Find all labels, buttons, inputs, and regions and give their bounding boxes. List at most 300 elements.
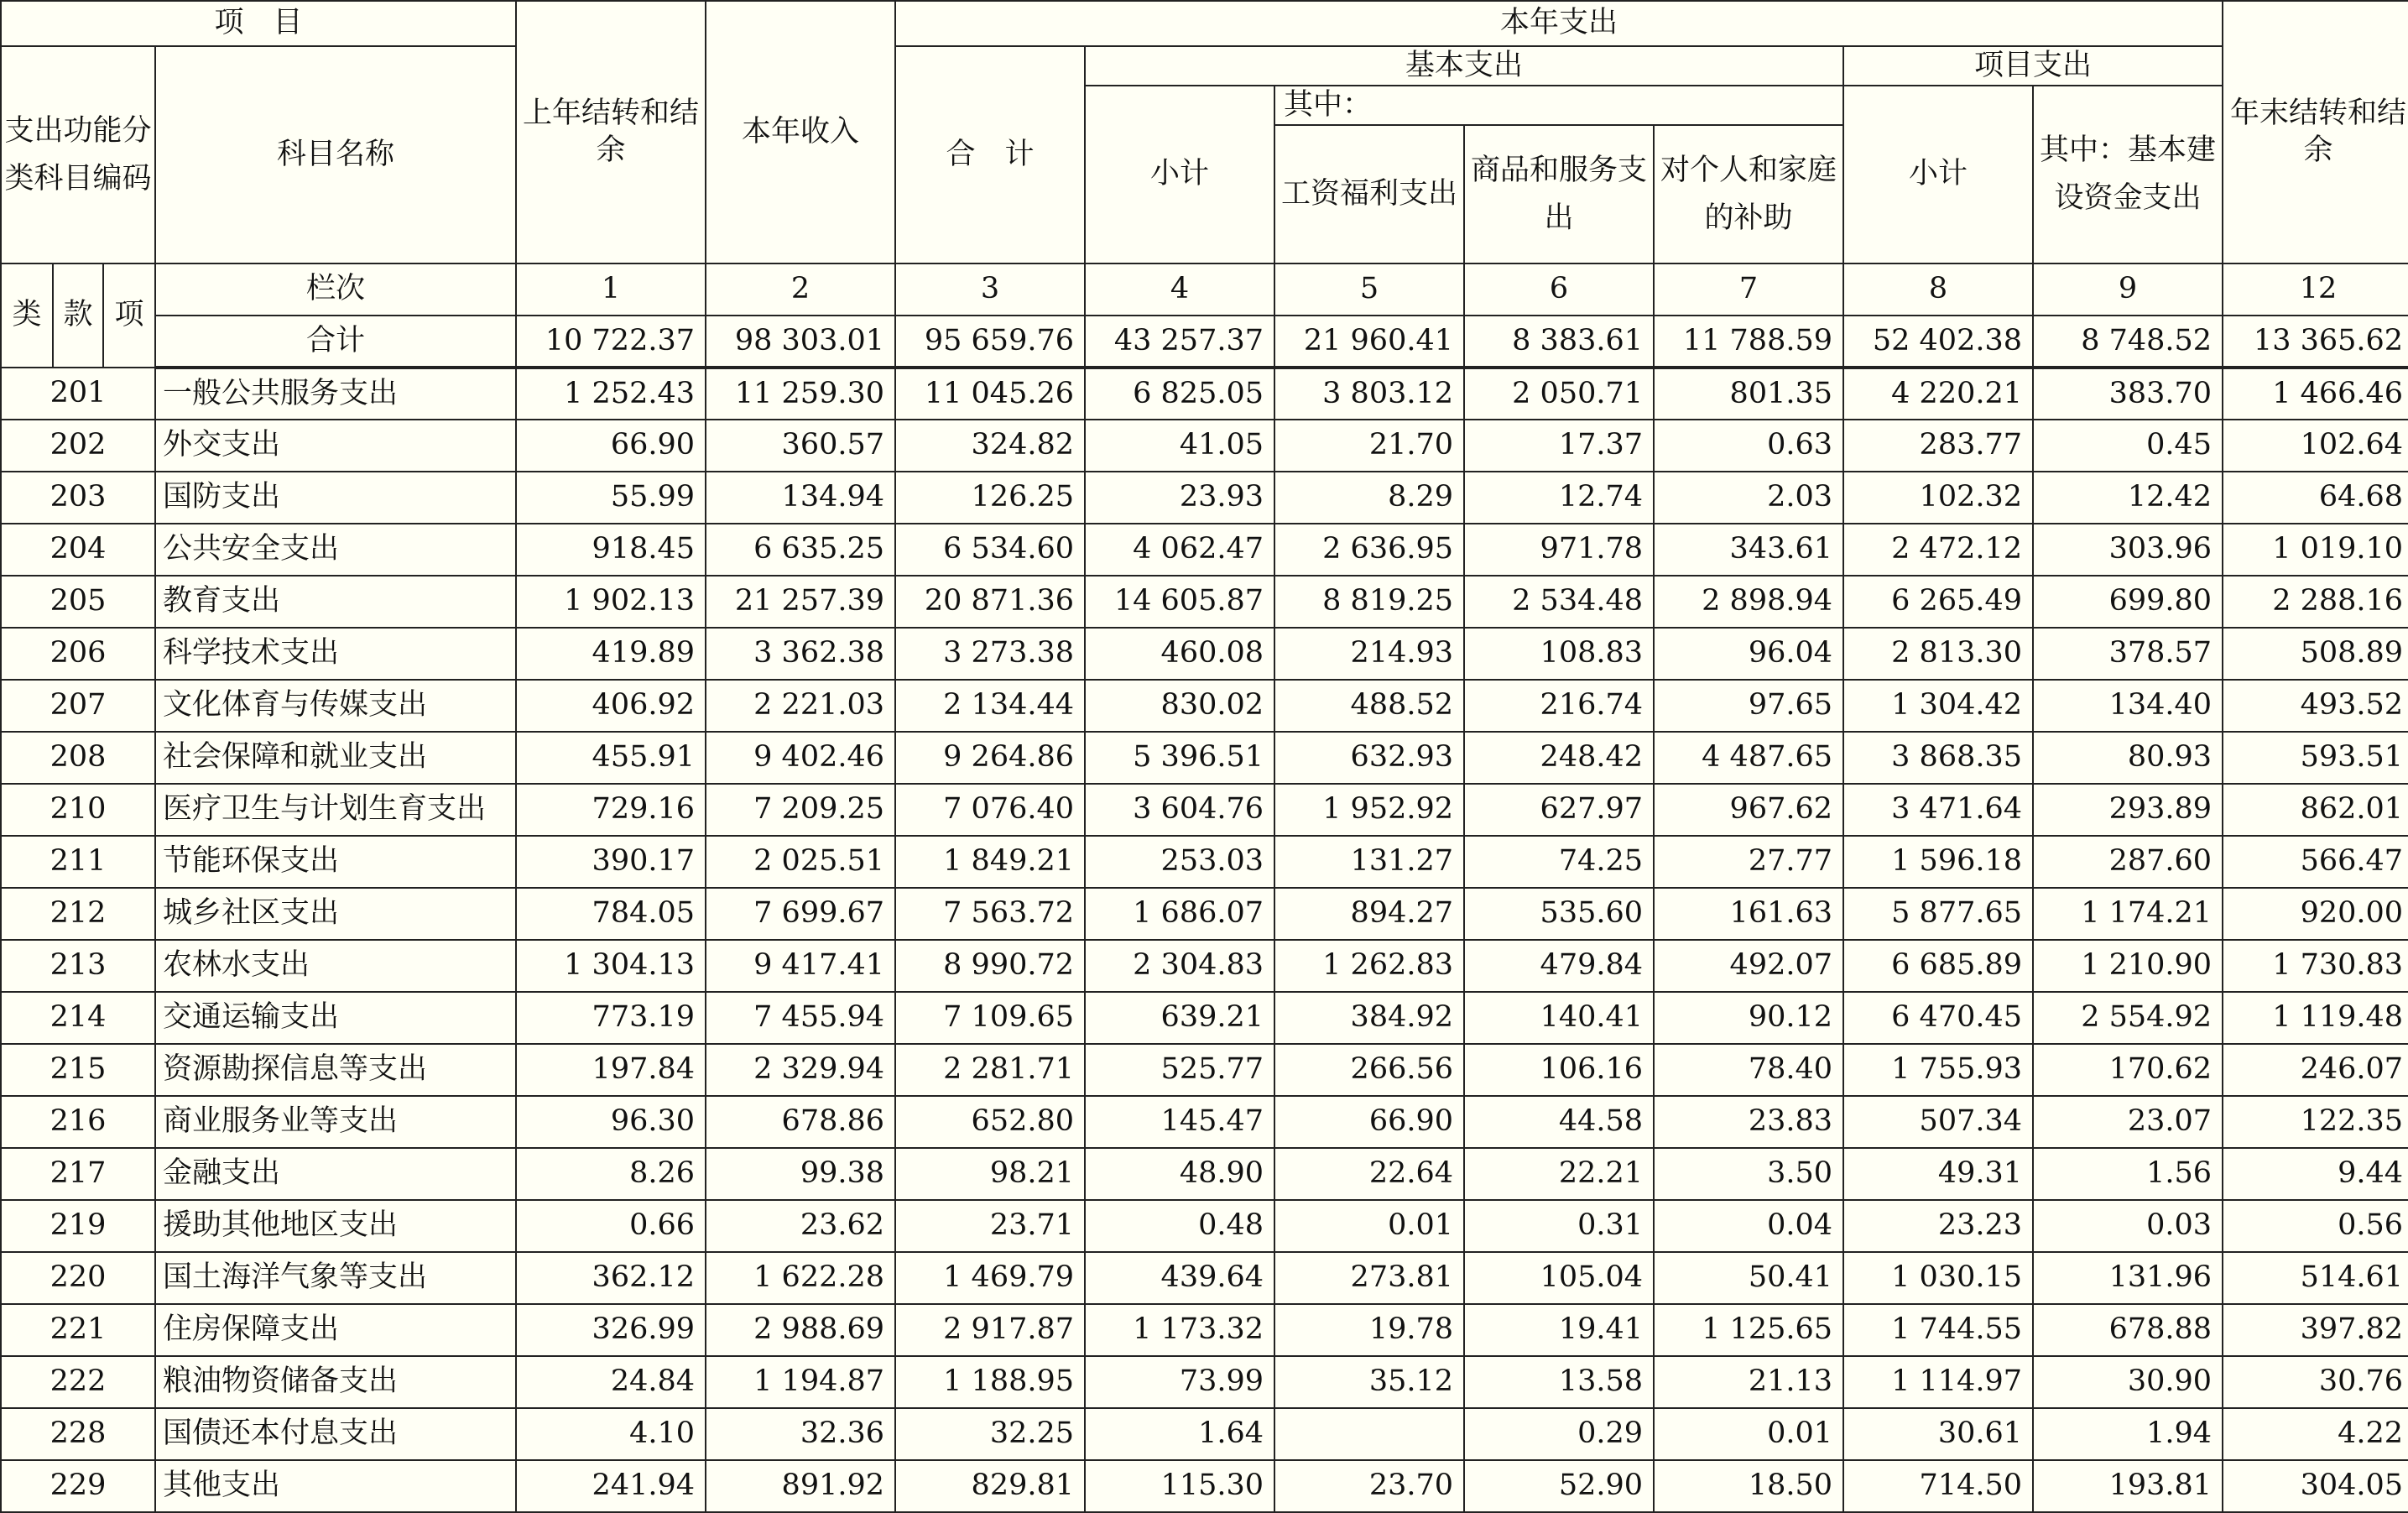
row-value-cell: 9 417.41: [706, 940, 895, 992]
row-code-cell: 228: [1, 1408, 155, 1460]
row-code-cell: 219: [1, 1200, 155, 1252]
row-value-cell: 384.92: [1274, 992, 1464, 1044]
row-value-cell: 131.27: [1274, 836, 1464, 888]
row-value-cell: 19.78: [1274, 1304, 1464, 1356]
row-value-cell: 6 534.60: [895, 524, 1085, 576]
row-value-cell: 2 288.16: [2223, 576, 2408, 628]
header-name-label: 科目名称: [155, 46, 516, 263]
row-value-cell: 293.89: [2033, 784, 2223, 836]
row-name-cell: 其他支出: [155, 1460, 516, 1512]
header-project-subtotal: 小计: [1843, 86, 2033, 263]
column-number-cell: 6: [1464, 263, 1654, 316]
header-income: 本年收入: [706, 1, 895, 263]
row-value-cell: 30.90: [2033, 1356, 2223, 1408]
row-value-cell: 406.92: [516, 680, 706, 732]
row-value-cell: 2 534.48: [1464, 576, 1654, 628]
row-value-cell: 35.12: [1274, 1356, 1464, 1408]
table-row: [1, 524, 2408, 576]
total-value-cell: 21 960.41: [1274, 316, 1464, 368]
row-value-cell: 48.90: [1085, 1148, 1274, 1200]
row-value-cell: 1 952.92: [1274, 784, 1464, 836]
column-number-cell: 4: [1085, 263, 1274, 316]
row-value-cell: 5 396.51: [1085, 732, 1274, 784]
row-value-cell: 1.64: [1085, 1408, 1274, 1460]
header-project: 项目支出: [1843, 46, 2223, 86]
row-value-cell: 7 076.40: [895, 784, 1085, 836]
row-value-cell: 894.27: [1274, 888, 1464, 940]
row-value-cell: 918.45: [516, 524, 706, 576]
row-value-cell: 2.03: [1654, 472, 1843, 524]
row-value-cell: 12.42: [2033, 472, 2223, 524]
row-value-cell: 1 686.07: [1085, 888, 1274, 940]
row-name-cell: 商业服务业等支出: [155, 1096, 516, 1148]
total-value-cell: 10 722.37: [516, 316, 706, 368]
row-value-cell: 21.13: [1654, 1356, 1843, 1408]
row-value-cell: 304.05: [2223, 1460, 2408, 1512]
total-label: 合计: [155, 316, 516, 368]
row-value-cell: 23.70: [1274, 1460, 1464, 1512]
row-value-cell: 214.93: [1274, 628, 1464, 680]
table-row: [1, 1096, 2408, 1148]
row-value-cell: 20 871.36: [895, 576, 1085, 628]
row-value-cell: 830.02: [1085, 680, 1274, 732]
row-value-cell: 360.57: [706, 420, 895, 472]
header-column-no: 栏次: [155, 263, 516, 316]
row-value-cell: 773.19: [516, 992, 706, 1044]
row-value-cell: 971.78: [1464, 524, 1654, 576]
row-value-cell: 2 472.12: [1843, 524, 2033, 576]
row-name-cell: 交通运输支出: [155, 992, 516, 1044]
row-value-cell: 197.84: [516, 1044, 706, 1096]
table-row: [1, 420, 2408, 472]
row-value-cell: 0.48: [1085, 1200, 1274, 1252]
row-name-cell: 公共安全支出: [155, 524, 516, 576]
row-value-cell: 397.82: [2223, 1304, 2408, 1356]
table-row: [1, 1356, 2408, 1408]
header-lei: 类: [1, 263, 53, 368]
row-value-cell: 1 188.95: [895, 1356, 1085, 1408]
row-value-cell: 3 803.12: [1274, 368, 1464, 420]
row-value-cell: 9.44: [2223, 1148, 2408, 1200]
table-row: [1, 628, 2408, 680]
row-value-cell: 1 262.83: [1274, 940, 1464, 992]
table-row: [1, 940, 2408, 992]
row-name-cell: 一般公共服务支出: [155, 368, 516, 420]
row-value-cell: 632.93: [1274, 732, 1464, 784]
row-name-cell: 科学技术支出: [155, 628, 516, 680]
row-value-cell: 253.03: [1085, 836, 1274, 888]
row-value-cell: 1 174.21: [2033, 888, 2223, 940]
row-code-cell: 205: [1, 576, 155, 628]
total-value-cell: 8 748.52: [2033, 316, 2223, 368]
row-value-cell: 639.21: [1085, 992, 1274, 1044]
row-value-cell: 287.60: [2033, 836, 2223, 888]
row-value-cell: 134.94: [706, 472, 895, 524]
table-row: [1, 888, 2408, 940]
row-value-cell: 134.40: [2033, 680, 2223, 732]
total-value-cell: 43 257.37: [1085, 316, 1274, 368]
row-value-cell: 2 304.83: [1085, 940, 1274, 992]
row-code-cell: 211: [1, 836, 155, 888]
row-code-cell: 210: [1, 784, 155, 836]
row-value-cell: 32.25: [895, 1408, 1085, 1460]
row-value-cell: 9 402.46: [706, 732, 895, 784]
row-value-cell: 64.68: [2223, 472, 2408, 524]
row-value-cell: 1 173.32: [1085, 1304, 1274, 1356]
row-value-cell: 13.58: [1464, 1356, 1654, 1408]
row-name-cell: 国债还本付息支出: [155, 1408, 516, 1460]
row-value-cell: 652.80: [895, 1096, 1085, 1148]
row-code-cell: 221: [1, 1304, 155, 1356]
row-value-cell: 1 194.87: [706, 1356, 895, 1408]
row-code-cell: 229: [1, 1460, 155, 1512]
row-value-cell: 303.96: [2033, 524, 2223, 576]
row-value-cell: 80.93: [2033, 732, 2223, 784]
row-value-cell: 99.38: [706, 1148, 895, 1200]
table-row: [1, 784, 2408, 836]
row-value-cell: 714.50: [1843, 1460, 2033, 1512]
row-code-cell: 202: [1, 420, 155, 472]
row-name-cell: 教育支出: [155, 576, 516, 628]
row-value-cell: 23.93: [1085, 472, 1274, 524]
row-value-cell: 627.97: [1464, 784, 1654, 836]
row-value-cell: 12.74: [1464, 472, 1654, 524]
row-value-cell: 241.94: [516, 1460, 706, 1512]
row-value-cell: 6 825.05: [1085, 368, 1274, 420]
row-value-cell: 4 220.21: [1843, 368, 2033, 420]
row-value-cell: 1 304.13: [516, 940, 706, 992]
row-value-cell: 6 265.49: [1843, 576, 2033, 628]
row-value-cell: 216.74: [1464, 680, 1654, 732]
row-value-cell: 2 329.94: [706, 1044, 895, 1096]
row-value-cell: 525.77: [1085, 1044, 1274, 1096]
row-value-cell: 324.82: [895, 420, 1085, 472]
row-value-cell: 2 917.87: [895, 1304, 1085, 1356]
row-value-cell: 862.01: [2223, 784, 2408, 836]
row-value-cell: 73.99: [1085, 1356, 1274, 1408]
row-value-cell: 566.47: [2223, 836, 2408, 888]
row-code-cell: 220: [1, 1252, 155, 1304]
column-number-row: [1, 263, 2408, 316]
row-value-cell: 6 635.25: [706, 524, 895, 576]
row-value-cell: 0.01: [1274, 1200, 1464, 1252]
header-basic-subtotal: 小计: [1085, 86, 1274, 263]
row-value-cell: 678.88: [2033, 1304, 2223, 1356]
row-value-cell: 967.62: [1654, 784, 1843, 836]
row-value-cell: 507.34: [1843, 1096, 2033, 1148]
row-value-cell: 1 119.48: [2223, 992, 2408, 1044]
row-value-cell: 8.26: [516, 1148, 706, 1200]
row-value-cell: 21 257.39: [706, 576, 895, 628]
row-value-cell: 1 469.79: [895, 1252, 1085, 1304]
row-value-cell: 23.62: [706, 1200, 895, 1252]
row-value-cell: 108.83: [1464, 628, 1654, 680]
row-value-cell: 8 990.72: [895, 940, 1085, 992]
row-value-cell: 161.63: [1654, 888, 1843, 940]
total-value-cell: 11 788.59: [1654, 316, 1843, 368]
row-value-cell: 439.64: [1085, 1252, 1274, 1304]
row-name-cell: 资源勘探信息等支出: [155, 1044, 516, 1096]
total-value-cell: 95 659.76: [895, 316, 1085, 368]
column-number-cell: 12: [2223, 263, 2408, 316]
header-goods: 商品和服务支出: [1464, 125, 1654, 263]
row-value-cell: 1.94: [2033, 1408, 2223, 1460]
row-value-cell: 326.99: [516, 1304, 706, 1356]
row-value-cell: 419.89: [516, 628, 706, 680]
table-row: [1, 1460, 2408, 1512]
row-value-cell: 11 259.30: [706, 368, 895, 420]
row-value-cell: 7 109.65: [895, 992, 1085, 1044]
row-value-cell: 248.42: [1464, 732, 1654, 784]
table-row: [1, 680, 2408, 732]
row-value-cell: 2 050.71: [1464, 368, 1654, 420]
row-value-cell: 106.16: [1464, 1044, 1654, 1096]
header-end-balance: 年末结转和结余: [2223, 1, 2408, 263]
row-value-cell: 2 554.92: [2033, 992, 2223, 1044]
row-value-cell: 78.40: [1654, 1044, 1843, 1096]
row-value-cell: 784.05: [516, 888, 706, 940]
row-value-cell: 22.21: [1464, 1148, 1654, 1200]
table-row: [1, 576, 2408, 628]
header-salary: 工资福利支出: [1274, 125, 1464, 263]
row-value-cell: 6 685.89: [1843, 940, 2033, 992]
row-value-cell: 7 209.25: [706, 784, 895, 836]
row-value-cell: 3 471.64: [1843, 784, 2033, 836]
row-value-cell: 1.56: [2033, 1148, 2223, 1200]
header-code-label: 支出功能分类科目编码: [1, 46, 155, 263]
row-value-cell: 115.30: [1085, 1460, 1274, 1512]
row-value-cell: 1 849.21: [895, 836, 1085, 888]
table-row: [1, 836, 2408, 888]
row-value-cell: 5 877.65: [1843, 888, 2033, 940]
row-value-cell: 170.62: [2033, 1044, 2223, 1096]
row-value-cell: 378.57: [2033, 628, 2223, 680]
row-value-cell: 102.32: [1843, 472, 2033, 524]
row-code-cell: 217: [1, 1148, 155, 1200]
header-xiangmu: 项 目: [1, 1, 516, 46]
row-value-cell: 4 062.47: [1085, 524, 1274, 576]
row-value-cell: 23.07: [2033, 1096, 2223, 1148]
row-value-cell: 1 755.93: [1843, 1044, 2033, 1096]
row-value-cell: 3 868.35: [1843, 732, 2033, 784]
row-code-cell: 208: [1, 732, 155, 784]
row-value-cell: 2 134.44: [895, 680, 1085, 732]
row-value-cell: 44.58: [1464, 1096, 1654, 1148]
row-value-cell: 22.64: [1274, 1148, 1464, 1200]
row-value-cell: 7 699.67: [706, 888, 895, 940]
row-value-cell: 0.29: [1464, 1408, 1654, 1460]
header-expenditure: 本年支出: [895, 1, 2223, 46]
row-value-cell: 1 744.55: [1843, 1304, 2033, 1356]
row-name-cell: 社会保障和就业支出: [155, 732, 516, 784]
row-value-cell: 383.70: [2033, 368, 2223, 420]
row-value-cell: 2 025.51: [706, 836, 895, 888]
table-row: [1, 1200, 2408, 1252]
row-value-cell: 1 596.18: [1843, 836, 2033, 888]
row-value-cell: 52.90: [1464, 1460, 1654, 1512]
table-row: [1, 368, 2408, 420]
row-value-cell: 1 125.65: [1654, 1304, 1843, 1356]
row-value-cell: 66.90: [1274, 1096, 1464, 1148]
row-value-cell: 0.31: [1464, 1200, 1654, 1252]
row-value-cell: 131.96: [2033, 1252, 2223, 1304]
row-name-cell: 外交支出: [155, 420, 516, 472]
row-value-cell: 2 636.95: [1274, 524, 1464, 576]
row-value-cell: 3 273.38: [895, 628, 1085, 680]
row-value-cell: 14 605.87: [1085, 576, 1274, 628]
row-value-cell: 7 455.94: [706, 992, 895, 1044]
row-value-cell: 1 622.28: [706, 1252, 895, 1304]
row-value-cell: 455.91: [516, 732, 706, 784]
row-value-cell: 17.37: [1464, 420, 1654, 472]
row-value-cell: 140.41: [1464, 992, 1654, 1044]
row-name-cell: 农林水支出: [155, 940, 516, 992]
row-name-cell: 节能环保支出: [155, 836, 516, 888]
row-value-cell: 920.00: [2223, 888, 2408, 940]
row-value-cell: 4.10: [516, 1408, 706, 1460]
row-value-cell: 6 470.45: [1843, 992, 2033, 1044]
row-value-cell: 90.12: [1654, 992, 1843, 1044]
column-number-cell: 9: [2033, 263, 2223, 316]
row-value-cell: 23.23: [1843, 1200, 2033, 1252]
column-number-cell: 7: [1654, 263, 1843, 316]
row-value-cell: 1 466.46: [2223, 368, 2408, 420]
total-value-cell: 13 365.62: [2223, 316, 2408, 368]
row-value-cell: 2 281.71: [895, 1044, 1085, 1096]
table-row: [1, 992, 2408, 1044]
row-value-cell: 27.77: [1654, 836, 1843, 888]
row-value-cell: 1 252.43: [516, 368, 706, 420]
row-value-cell: 460.08: [1085, 628, 1274, 680]
row-value-cell: 535.60: [1464, 888, 1654, 940]
row-value-cell: 0.04: [1654, 1200, 1843, 1252]
header-individual: 对个人和家庭的补助: [1654, 125, 1843, 263]
row-value-cell: 41.05: [1085, 420, 1274, 472]
column-number-cell: 8: [1843, 263, 2033, 316]
row-code-cell: 214: [1, 992, 155, 1044]
row-code-cell: 213: [1, 940, 155, 992]
row-value-cell: 2 898.94: [1654, 576, 1843, 628]
row-value-cell: 97.65: [1654, 680, 1843, 732]
row-value-cell: 18.50: [1654, 1460, 1843, 1512]
row-value-cell: 8 819.25: [1274, 576, 1464, 628]
row-value-cell: 2 813.30: [1843, 628, 2033, 680]
row-value-cell: 678.86: [706, 1096, 895, 1148]
header-among: 其中：: [1274, 86, 1843, 125]
row-value-cell: 126.25: [895, 472, 1085, 524]
row-value-cell: 102.64: [2223, 420, 2408, 472]
header-kuan: 款: [53, 263, 103, 368]
row-value-cell: 21.70: [1274, 420, 1464, 472]
column-number-cell: 1: [516, 263, 706, 316]
row-name-cell: 国防支出: [155, 472, 516, 524]
row-name-cell: 医疗卫生与计划生育支出: [155, 784, 516, 836]
total-row: [1, 316, 2408, 368]
row-code-cell: 215: [1, 1044, 155, 1096]
row-value-cell: 1 210.90: [2033, 940, 2223, 992]
row-value-cell: 74.25: [1464, 836, 1654, 888]
header-total: 合 计: [895, 46, 1085, 263]
row-value-cell: 801.35: [1654, 368, 1843, 420]
row-value-cell: 1 030.15: [1843, 1252, 2033, 1304]
row-value-cell: 3 362.38: [706, 628, 895, 680]
row-value-cell: 729.16: [516, 784, 706, 836]
table-row: [1, 1304, 2408, 1356]
row-name-cell: 国土海洋气象等支出: [155, 1252, 516, 1304]
row-code-cell: 216: [1, 1096, 155, 1148]
row-value-cell: 593.51: [2223, 732, 2408, 784]
row-value-cell: 362.12: [516, 1252, 706, 1304]
row-name-cell: 住房保障支出: [155, 1304, 516, 1356]
row-value-cell: 105.04: [1464, 1252, 1654, 1304]
row-value-cell: 343.61: [1654, 524, 1843, 576]
row-value-cell: 4 487.65: [1654, 732, 1843, 784]
row-name-cell: 文化体育与传媒支出: [155, 680, 516, 732]
row-value-cell: 514.61: [2223, 1252, 2408, 1304]
row-value-cell: 55.99: [516, 472, 706, 524]
total-value-cell: 52 402.38: [1843, 316, 2033, 368]
row-value-cell: 19.41: [1464, 1304, 1654, 1356]
column-number-cell: 2: [706, 263, 895, 316]
row-value-cell: 246.07: [2223, 1044, 2408, 1096]
row-value-cell: 4.22: [2223, 1408, 2408, 1460]
header-basic: 基本支出: [1085, 46, 1843, 86]
row-name-cell: 粮油物资储备支出: [155, 1356, 516, 1408]
row-value-cell: 699.80: [2033, 576, 2223, 628]
row-value-cell: 479.84: [1464, 940, 1654, 992]
row-value-cell: 122.35: [2223, 1096, 2408, 1148]
row-value-cell: 23.71: [895, 1200, 1085, 1252]
total-value-cell: 98 303.01: [706, 316, 895, 368]
row-value-cell: 1 114.97: [1843, 1356, 2033, 1408]
row-value-cell: 493.52: [2223, 680, 2408, 732]
table-row: [1, 732, 2408, 784]
row-value-cell: 30.61: [1843, 1408, 2033, 1460]
row-value-cell: 283.77: [1843, 420, 2033, 472]
row-value-cell: 30.76: [2223, 1356, 2408, 1408]
row-value-cell: 7 563.72: [895, 888, 1085, 940]
row-code-cell: 201: [1, 368, 155, 420]
table-row: [1, 472, 2408, 524]
row-value-cell: 3.50: [1654, 1148, 1843, 1200]
table-row: [1, 1148, 2408, 1200]
row-code-cell: 203: [1, 472, 155, 524]
row-name-cell: 城乡社区支出: [155, 888, 516, 940]
table-row: [1, 1252, 2408, 1304]
row-value-cell: 2 221.03: [706, 680, 895, 732]
row-value-cell: 193.81: [2033, 1460, 2223, 1512]
column-number-cell: 5: [1274, 263, 1464, 316]
row-value-cell: 508.89: [2223, 628, 2408, 680]
total-value-cell: 8 383.61: [1464, 316, 1654, 368]
row-value-cell: 1 730.83: [2223, 940, 2408, 992]
row-value-cell: 50.41: [1654, 1252, 1843, 1304]
row-value-cell: 23.83: [1654, 1096, 1843, 1148]
row-value-cell: 2 988.69: [706, 1304, 895, 1356]
row-value-cell: 0.63: [1654, 420, 1843, 472]
header-prev-balance: 上年结转和结余: [516, 1, 706, 263]
row-value-cell: 98.21: [895, 1148, 1085, 1200]
row-value-cell: 390.17: [516, 836, 706, 888]
row-value-cell: 273.81: [1274, 1252, 1464, 1304]
row-code-cell: 204: [1, 524, 155, 576]
row-value-cell: 1 019.10: [2223, 524, 2408, 576]
row-value-cell: 49.31: [1843, 1148, 2033, 1200]
row-code-cell: 222: [1, 1356, 155, 1408]
row-value-cell: 1 902.13: [516, 576, 706, 628]
row-value-cell: [1274, 1408, 1464, 1460]
row-value-cell: 9 264.86: [895, 732, 1085, 784]
